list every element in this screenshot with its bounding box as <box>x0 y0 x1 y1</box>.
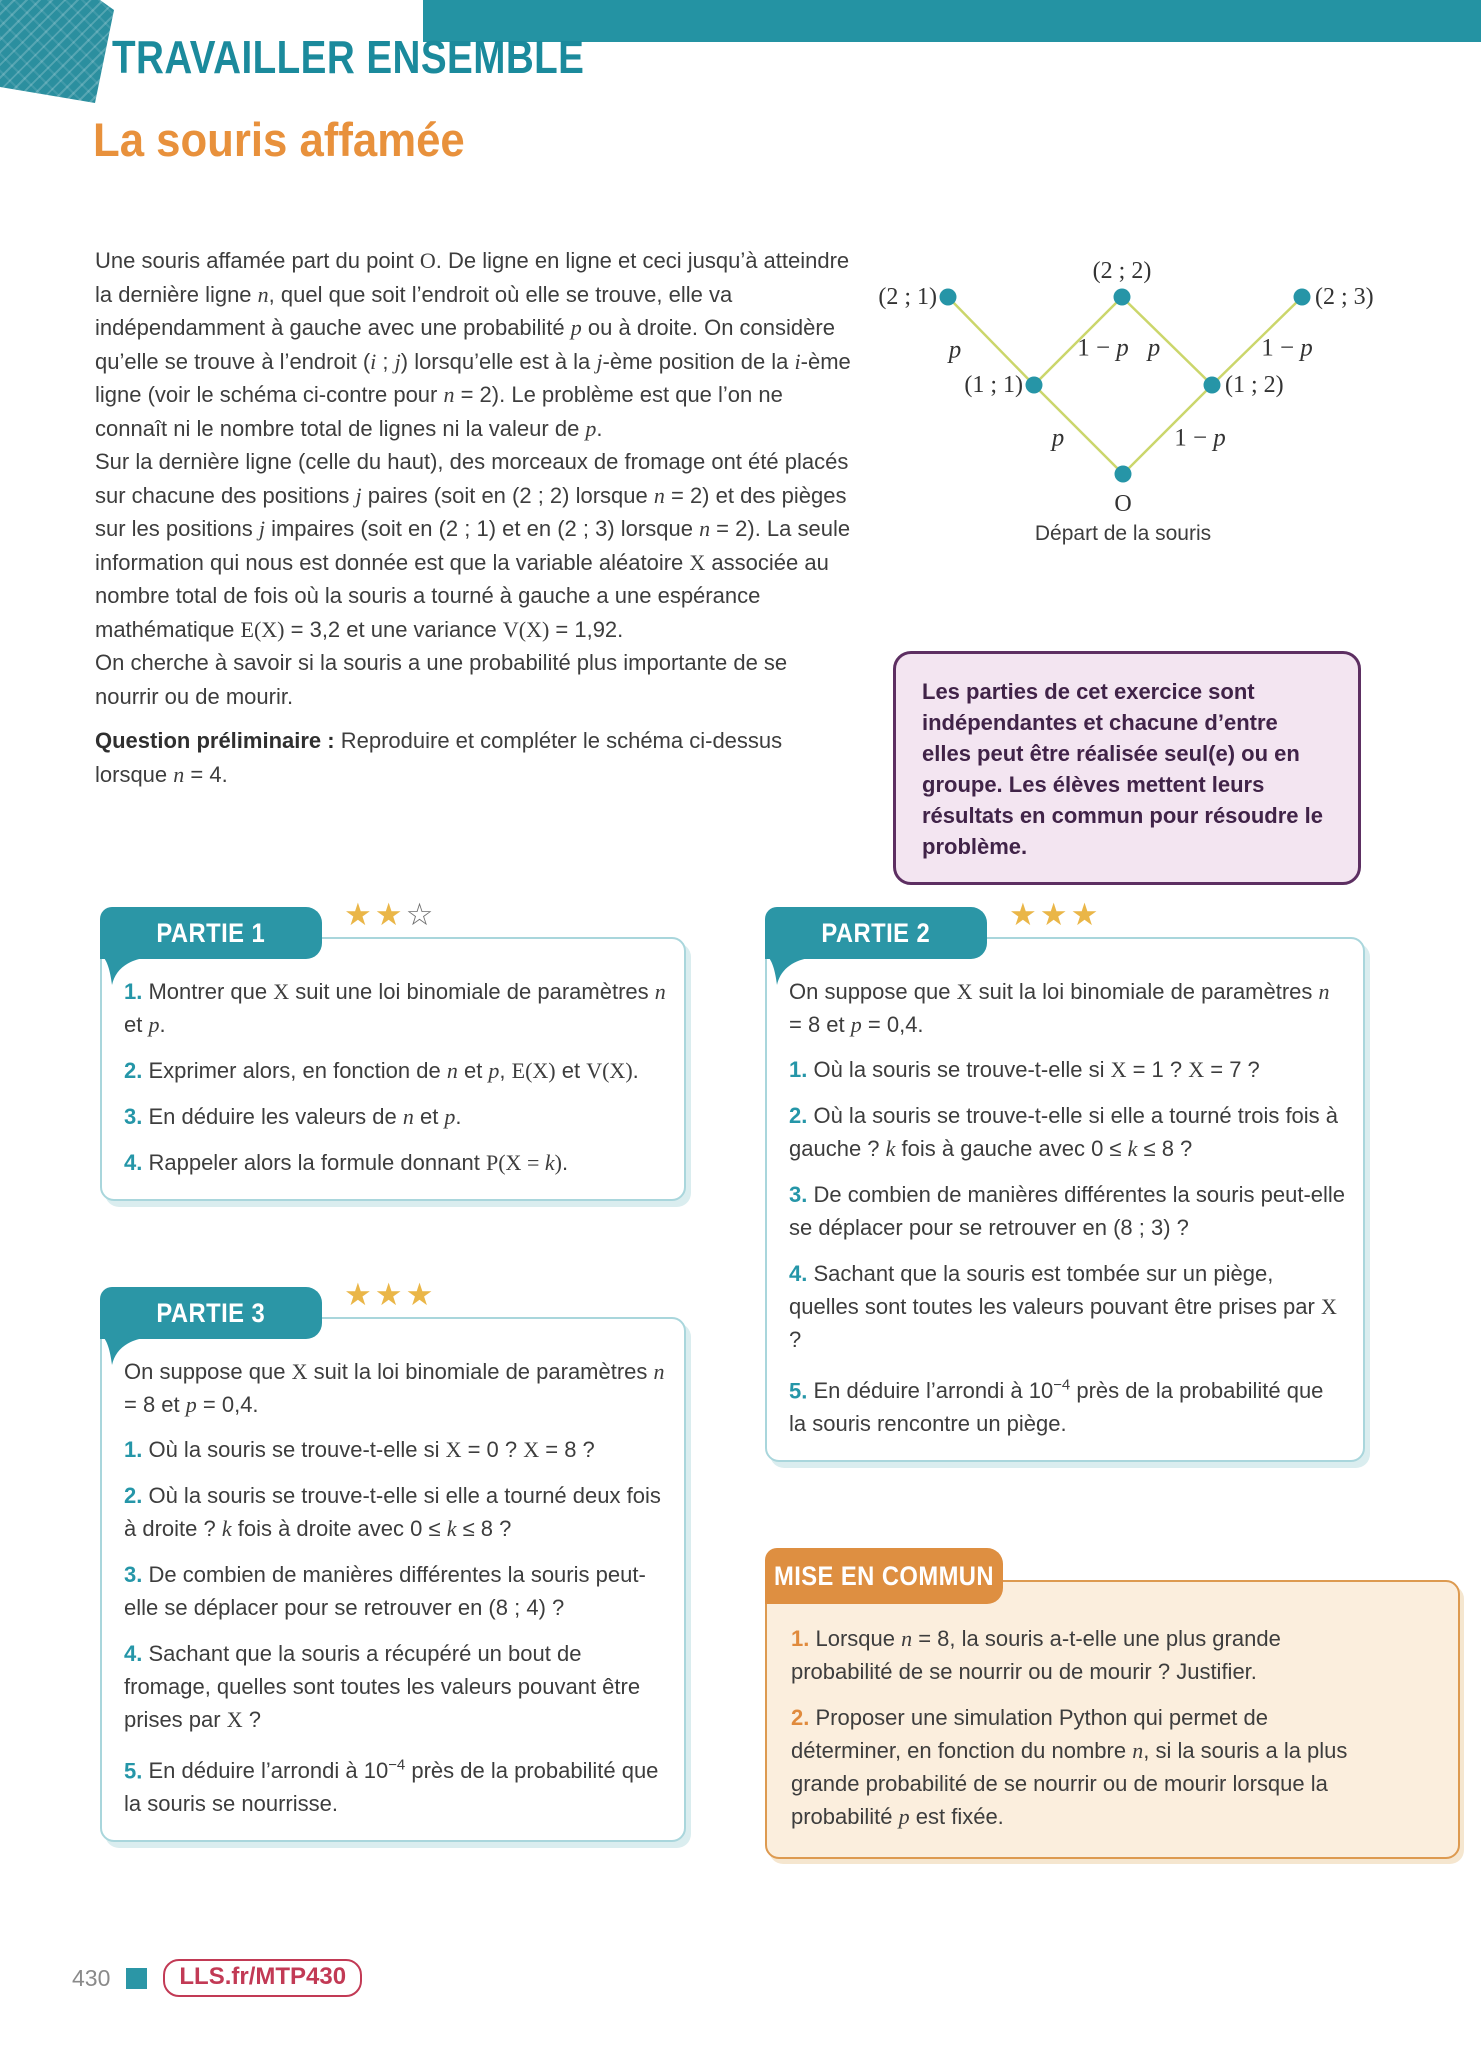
question-item <box>124 1558 666 1624</box>
question-number: 2. <box>791 1705 816 1730</box>
difficulty-stars <box>344 897 436 933</box>
star-empty-icon: ☆ <box>405 897 437 932</box>
star-filled-icon: ★ <box>374 1277 406 1312</box>
question-text: Où la souris se trouve-t-elle si X = 0 ? X = 8 ? <box>148 1437 595 1462</box>
question-item <box>789 1178 1345 1244</box>
star-filled-icon: ★ <box>1070 897 1102 932</box>
edge-probability-label: p <box>1051 424 1065 452</box>
partie-2-questions <box>789 1053 1345 1440</box>
mise-en-commun-questions <box>791 1622 1354 1833</box>
question-number: 3. <box>124 1562 149 1587</box>
question-item <box>124 1054 666 1087</box>
star-filled-icon: ★ <box>344 1277 375 1312</box>
star-filled-icon: ★ <box>374 897 406 932</box>
question-number: 1. <box>789 1057 814 1082</box>
question-text: De combien de manières différentes la souris peut-elle se déplacer pour se retrouver en (8 ; 4) ? <box>124 1562 646 1620</box>
tab-tail-icon <box>104 1338 144 1365</box>
star-filled-icon: ★ <box>1039 897 1071 932</box>
difficulty-stars <box>344 1277 436 1313</box>
intro-text <box>95 244 855 791</box>
question-item <box>789 1053 1345 1086</box>
card-partie-2 <box>765 897 1365 1462</box>
diagram-node-dot <box>1204 377 1221 394</box>
question-item <box>789 1257 1345 1356</box>
lls-link[interactable]: LLS.fr/MTP430 <box>163 1959 362 1997</box>
diagram-node-label: (2 ; 3) <box>1315 284 1374 310</box>
question-item <box>124 1749 666 1820</box>
diagram-caption: Départ de la souris <box>1034 522 1212 545</box>
tab-partie-1-label: PARTIE 1 <box>156 917 265 948</box>
partie-2-body <box>767 939 1363 1460</box>
question-text: Montrer que X suit une loi binomiale de paramètres n et p. <box>124 979 666 1037</box>
question-number: 3. <box>124 1104 149 1129</box>
diagram-edge <box>1034 385 1123 474</box>
diagram-node-label: O <box>1114 491 1132 517</box>
edge-probability-label: p <box>948 336 962 364</box>
diagram-node-label: (1 ; 1) <box>964 372 1023 398</box>
question-item <box>124 1146 666 1179</box>
tab-partie-2-label: PARTIE 2 <box>821 917 930 948</box>
question-text: Où la souris se trouve-t-elle si elle a tourné deux fois à droite ? k fois à droite avec 0 ≤ k ≤ 8 ? <box>124 1483 661 1541</box>
question-text: Proposer une simulation Python qui permet de déterminer, en fonction du nombre n, si la souris a la plus grande probabilité de se nourrir ou de mourir lorsque la probabilité p est fixée. <box>791 1705 1348 1829</box>
question-text: En déduire l’arrondi à $10^{-4}$ près de la probabilité que la souris se nourrisse. <box>124 1757 659 1817</box>
diagram-edge <box>1122 297 1212 385</box>
question-text: Où la souris se trouve-t-elle si X = 1 ? X = 7 ? <box>813 1057 1260 1082</box>
diagram-node-dot <box>1115 466 1132 483</box>
mouse-path-diagram <box>860 252 1405 564</box>
question-preliminaire <box>95 724 855 791</box>
diagram-node-label: (2 ; 1) <box>878 284 937 310</box>
edge-probability-label: 1 − p <box>1261 334 1313 362</box>
partie-3-intro: On suppose que X suit la loi binomiale de paramètres n = 8 et p = 0,4. <box>124 1359 665 1417</box>
question-item <box>791 1622 1354 1688</box>
question-text: Lorsque n = 8, la souris a-t-elle une plus grande probabilité de se nourrir ou de mourir ? Justifier. <box>791 1626 1281 1684</box>
card-partie-3 <box>100 1277 686 1842</box>
edge-probability-label: 1 − p <box>1077 334 1129 362</box>
partie-3-questions <box>124 1433 666 1820</box>
question-number: 4. <box>124 1641 149 1666</box>
intro-paragraph-1: Une souris affamée part du point O. De ligne en ligne et ceci jusqu’à atteindre la dernière ligne n, quel que soit l’endroit où elle se trouve, elle va indépendamment à gauche avec une probabilité p ou à droite. On considère qu’elle se trouve à l’endroit (i ; j) lorsqu’elle est à la j-ème position de la i-ème ligne (voir le schéma ci-contre pour n = 2). Le problème est que l’on ne connaît ni le nombre total de lignes ni la valeur de p. <box>95 248 851 441</box>
edge-probability-label: p <box>1147 334 1161 362</box>
question-number: 2. <box>124 1483 149 1508</box>
tab-partie-3-label: PARTIE 3 <box>156 1297 265 1328</box>
question-preliminaire-text: Reproduire et compléter le schéma ci-dessus lorsque n = 4. <box>95 728 783 787</box>
page-number: 430 <box>72 1964 111 1991</box>
question-number: 1. <box>124 1437 149 1462</box>
edge-probability-label: 1 − p <box>1174 424 1226 452</box>
partie-3-body <box>102 1319 684 1840</box>
card-partie-1 <box>100 897 686 1201</box>
question-item <box>124 1479 666 1545</box>
question-number: 4. <box>124 1150 149 1175</box>
question-text: Où la souris se trouve-t-elle si elle a tourné trois fois à gauche ? k fois à gauche avec 0 ≤ k ≤ 8 ? <box>789 1103 1339 1161</box>
diagram-node-dot <box>1294 289 1311 306</box>
banner-title: TRAVAILLER ENSEMBLE <box>112 31 585 83</box>
collection-logo <box>0 0 116 106</box>
question-number: 1. <box>124 979 149 1004</box>
partie-2-intro: On suppose que X suit la loi binomiale de paramètres n = 8 et p = 0,4. <box>789 979 1330 1037</box>
question-preliminaire-label: Question préliminaire : <box>95 728 335 753</box>
diagram-node-dot <box>940 289 957 306</box>
difficulty-stars <box>1009 897 1101 933</box>
tab-mise-en-commun <box>765 1548 1003 1604</box>
question-item <box>791 1701 1354 1833</box>
mise-en-commun-body <box>767 1582 1458 1857</box>
card-mise-en-commun <box>765 1560 1460 1859</box>
page-title: La souris affamée <box>93 113 465 166</box>
tab-tail-icon <box>769 958 809 985</box>
diagram-node-dot <box>1114 289 1131 306</box>
diagram-node-dot <box>1026 377 1043 394</box>
question-item <box>124 975 666 1041</box>
question-item <box>124 1637 666 1736</box>
question-item <box>124 1433 666 1466</box>
footer-square-icon <box>126 1968 147 1989</box>
question-number: 2. <box>789 1103 814 1128</box>
partie-1-body <box>102 939 684 1199</box>
star-filled-icon: ★ <box>405 1277 437 1312</box>
question-number: 5. <box>124 1758 149 1784</box>
tab-tail-icon <box>104 958 144 985</box>
intro-paragraph-2: Sur la dernière ligne (celle du haut), des morceaux de fromage ont été placés sur chacune des positions j paires (soit en (2 ; 2) lorsque n = 2) et des pièges sur les positions j impaires (soit en (2 ; 1) et en (2 ; 3) lorsque n = 2). La seule information qui nous est donnée est que la variable aléatoire X associée au nombre total de fois où la souris a tourné à gauche a une espérance mathématique E(X) = 3,2 et une variance V(X) = 1,92. <box>95 449 851 642</box>
diagram-node-label: (2 ; 2) <box>1092 258 1152 284</box>
question-text: En déduire les valeurs de n et p. <box>148 1104 462 1129</box>
star-filled-icon: ★ <box>344 897 375 932</box>
intro-paragraph-3: On cherche à savoir si la souris a une probabilité plus importante de se nourrir ou de mourir. <box>95 650 788 709</box>
tab-partie-3 <box>100 1287 322 1339</box>
question-text: Rappeler alors la formule donnant P(X = k). <box>148 1150 569 1175</box>
question-number: 1. <box>791 1626 816 1651</box>
group-work-note-text: Les parties de cet exercice sont indépendantes et chacune d’entre elles peut être réalisée seul(e) ou en groupe. Les élèves mettent leurs résultats en commun pour résoudre le problème. <box>922 679 1323 859</box>
question-text: Sachant que la souris est tombée sur un piège, quelles sont toutes les valeurs pouvant être prises par X ? <box>789 1261 1337 1352</box>
question-number: 5. <box>789 1378 814 1404</box>
tab-partie-1 <box>100 907 322 959</box>
question-item <box>789 1369 1345 1440</box>
diagram-node-label: (1 ; 2) <box>1225 372 1284 398</box>
question-text: De combien de manières différentes la souris peut-elle se déplacer pour se retrouver en (8 ; 3) ? <box>789 1182 1346 1240</box>
question-text: Sachant que la souris a récupéré un bout de fromage, quelles sont toutes les valeurs pouvant être prises par X ? <box>124 1641 641 1732</box>
question-item <box>124 1100 666 1133</box>
question-number: 2. <box>124 1058 149 1083</box>
star-filled-icon: ★ <box>1009 897 1040 932</box>
partie-1-questions <box>124 975 666 1179</box>
page-footer <box>72 1958 362 1998</box>
question-number: 4. <box>789 1261 814 1286</box>
tab-partie-2 <box>765 907 987 959</box>
tab-mise-en-commun-label: MISE EN COMMUN <box>773 1560 994 1591</box>
question-number: 3. <box>789 1182 814 1207</box>
question-item <box>789 1099 1345 1165</box>
group-work-note-box <box>893 651 1361 885</box>
question-text: En déduire l’arrondi à $10^{-4}$ près de la probabilité que la souris rencontre un piège. <box>789 1377 1324 1437</box>
question-text: Exprimer alors, en fonction de n et p, E(X) et V(X). <box>148 1058 639 1083</box>
